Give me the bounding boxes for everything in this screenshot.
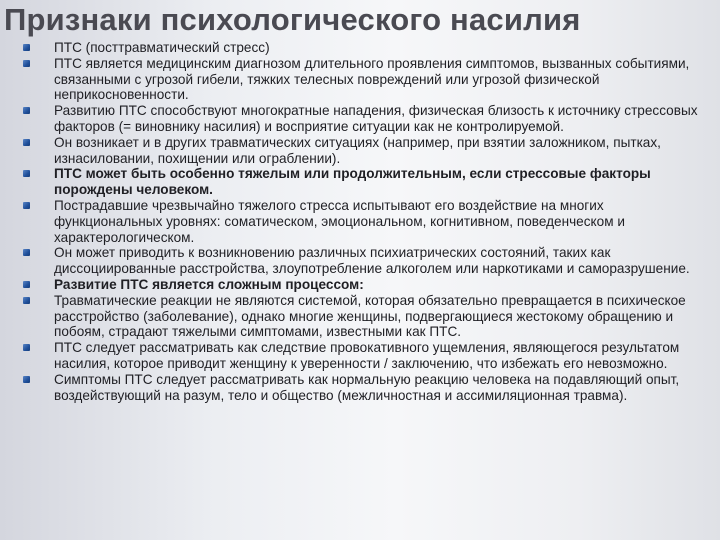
- bullet-text: Он может приводить к возникновению различных психиатрических состояний, таких как диссоциированные расстройства, злоупотребление алкоголем или наркотиками и саморазрушение.: [54, 245, 690, 277]
- square-bullet-icon: [23, 202, 30, 209]
- square-bullet-icon: [23, 297, 30, 304]
- bullet-text: ПТС может быть особенно тяжелым или продолжительным, если стрессовые факторы порождены человеком.: [54, 166, 651, 198]
- square-bullet-icon: [23, 344, 30, 351]
- square-bullet-icon: [23, 249, 30, 256]
- bullet-text: Развитие ПТС является сложным процессом:: [54, 276, 364, 292]
- bullet-item: [22, 372, 710, 404]
- bullet-item: [22, 277, 710, 293]
- slide-title: Признаки психологического насилия: [4, 2, 581, 37]
- square-bullet-icon: [23, 60, 30, 67]
- bullet-item: [22, 166, 710, 198]
- bullet-item: [22, 340, 710, 372]
- bullet-item: [22, 103, 710, 135]
- bullet-text: Развитию ПТС способствуют многократные нападения, физическая близость к источнику стрессовых факторов (= виновнику насилия) и восприятие ситуации как не контролируемой.: [54, 103, 698, 134]
- bullet-item: [22, 40, 710, 56]
- square-bullet-icon: [23, 281, 30, 288]
- bullet-text: ПТС (посттравматический стресс): [54, 40, 270, 55]
- bullet-text: Пострадавшие чрезвычайно тяжелого стресса испытывают его воздействие на многих функциональных уровнях: соматическом, эмоциональном, когнитивном, поведенческом и характерологическом.: [54, 197, 625, 245]
- square-bullet-icon: [23, 107, 30, 114]
- bullet-item: [22, 198, 710, 245]
- square-bullet-icon: [23, 44, 30, 51]
- bullet-text: Симптомы ПТС следует рассматривать как нормальную реакцию человека на подавляющий опыт, воздействующий на разум, тело и общество (межличностная и ассимиляционная травма).: [54, 371, 680, 403]
- bullet-text: ПТС является медицинским диагнозом длительного проявления симптомов, вызванных событиями, связанными с угрозой гибели, тяжких телесных повреждений или угрозой физической неприкосновенности.: [54, 55, 690, 103]
- square-bullet-icon: [23, 139, 30, 146]
- bullet-text: Он возникает и в других травматических ситуациях (например, при взятии заложником, пытках, изнасиловании, похищении или ограблении).: [54, 134, 661, 166]
- bullet-item: [22, 56, 710, 103]
- bullet-text: Травматические реакции не являются системой, которая обязательно превращается в психическое расстройство (заболевание), однако многие женщины, подвергающиеся жестокому обращению и побоям, страдают тяжелыми симптомами, известными как ПТС.: [54, 292, 686, 340]
- bullet-list: [22, 40, 710, 403]
- bullet-item: [22, 245, 710, 277]
- square-bullet-icon: [23, 376, 30, 383]
- bullet-item: [22, 135, 710, 167]
- bullet-text: ПТС следует рассматривать как следствие провокативного ущемления, являющегося результатом насилия, которое приводит женщину к уверенности / заключению, что избежать его невозможно.: [54, 340, 680, 371]
- square-bullet-icon: [23, 170, 30, 177]
- bullet-item: [22, 293, 710, 340]
